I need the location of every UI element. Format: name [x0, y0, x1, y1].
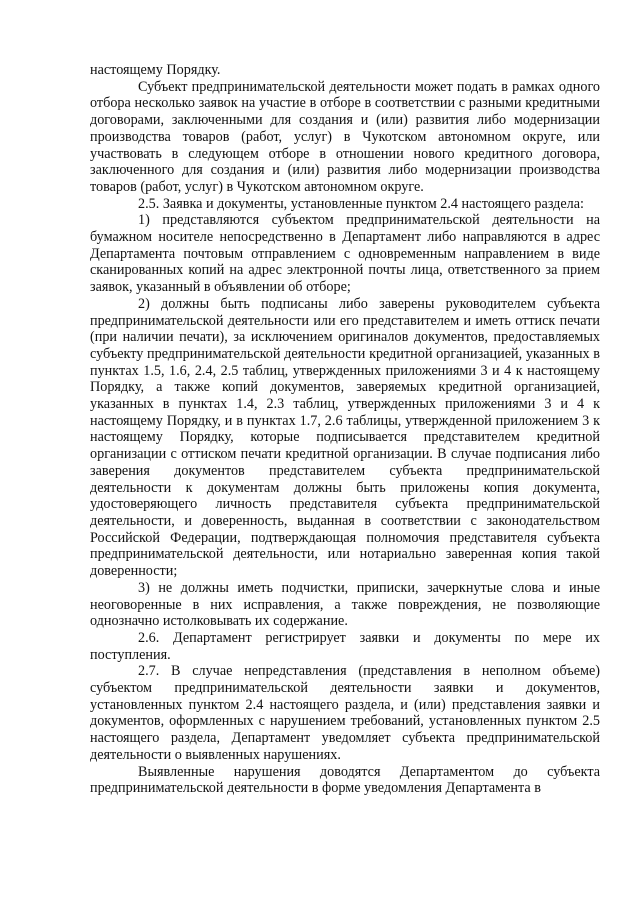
paragraph-2-5-item-1: 1) представляются субъектом предпринимательской деятельности на бумажном носителе непосредственно в Департамент либо направляются в адрес Департамента почтовым отправлением с одновременным направлением в виде сканированных копий на адрес электронной почты лица, ответственного за прием заявок, указанный в объявлении об отборе;: [90, 212, 600, 296]
paragraph-2-5-item-3: 3) не должны иметь подчистки, приписки, зачеркнутые слова и иные неоговоренные в них исправления, а также повреждения, не позволяющие однозначно истолковывать их содержание.: [90, 579, 600, 630]
paragraph-2-7: 2.7. В случае непредставления (представления в неполном объеме) субъектом предпринимательской деятельности заявки и документов, установленных пунктом 2.4 настоящего раздела, и (или) представления заявки и документов, оформленных с нарушением требований, установленных пунктом 2.5 настоящего раздела, Департамент уведомляет субъекта предпринимательской деятельности о выявленных нарушениях.: [90, 663, 600, 763]
paragraph-2-5-heading: 2.5. Заявка и документы, установленные пунктом 2.4 настоящего раздела:: [138, 195, 584, 212]
paragraph-continuation: настоящему Порядку.: [90, 62, 221, 78]
paragraph-2-5-item-2: 2) должны быть подписаны либо заверены руководителем субъекта предпринимательской деятельности или его представителем и иметь оттиск печати (при наличии печати), за исключением оригиналов документов, предоставляемых субъекту предпринимательской деятельности кредитной организацией, указанных в пунктах 1.5, 1.6, 2.4, 2.5 таблиц, утвержденных приложениями 3 и 4 к настоящему Порядку, а также копий документов, заверяемых кредитной организацией, указанных в пунктах 1.4, 2.3 таблиц, утвержденных приложениями 3 и 4 к настоящему Порядку, и в пунктах 1.7, 2.6 таблицы, утвержденной приложением 3 к настоящему Порядку, которые подписывается представителем кредитной организации с оттиском печати кредитной организации. В случае подписания либо заверения документов представителем субъекта предпринимательской деятельности к документам должны быть приложены копия документа, удостоверяющего личность представителя субъекта предпринимательской деятельности, и доверенность, выданная в соответствии с законодательством Российской Федерации, подтверждающая полномочия представителя субъекта предпринимательской деятельности, или нотариально заверенная копия такой доверенности;: [90, 295, 600, 580]
paragraph-violations-notice: Выявленные нарушения доводятся Департаментом до субъекта предпринимательской деятельности в форме уведомления Департамента в: [90, 763, 600, 797]
paragraph-multiple-applications: Субъект предпринимательской деятельности может подать в рамках одного отбора несколько заявок на участие в отборе в соответствии с разными кредитными договорами, заключенными для создания и (или) развития либо модернизации производства товаров (работ, услуг) в Чукотском автономном округе, или участвовать в следующем отборе в отношении нового кредитного договора, заключенного для создания и (или) развития либо модернизации производства товаров (работ, услуг) в Чукотском автономном округе.: [90, 78, 600, 195]
document-page: [90, 62, 600, 797]
paragraph-2-6: 2.6. Департамент регистрирует заявки и документы по мере их поступления.: [90, 629, 600, 663]
